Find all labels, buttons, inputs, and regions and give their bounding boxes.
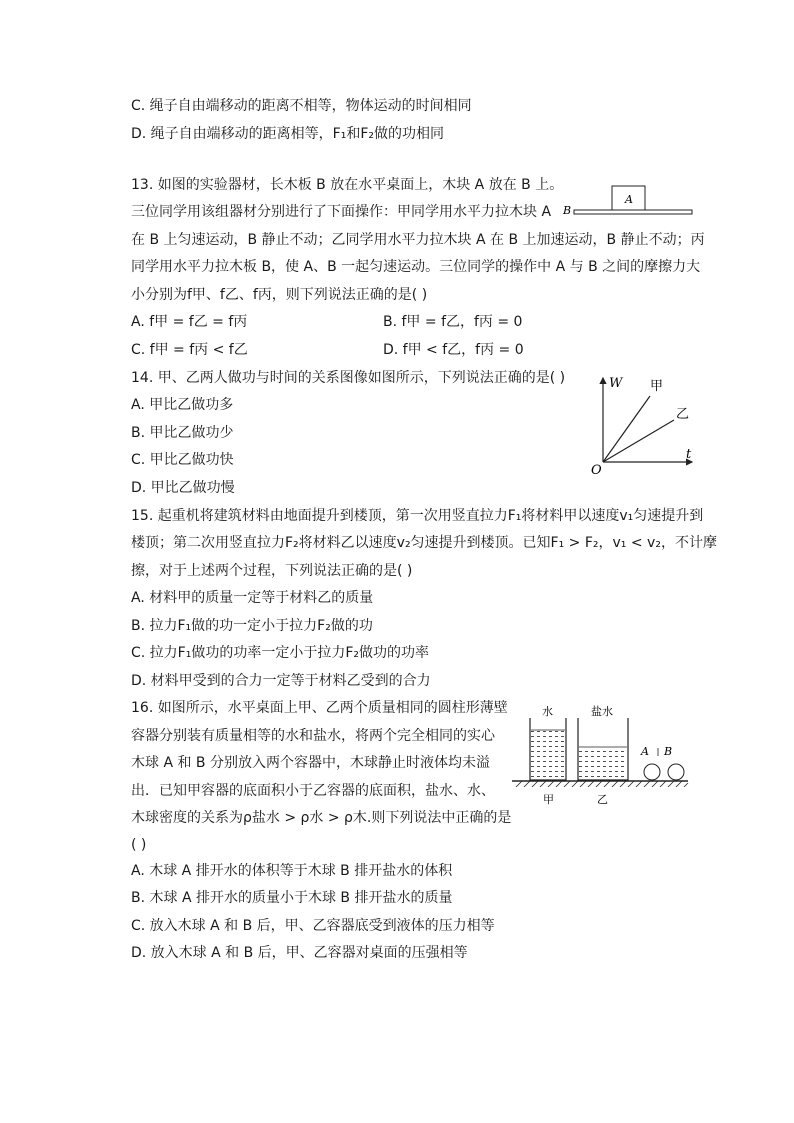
t-axis-label: t: [686, 447, 692, 462]
q13-board-b-label: B: [563, 204, 572, 217]
q15-option-d: D. 材料甲受到的合力一定等于材料乙受到的合力: [131, 673, 431, 689]
ball-a-label: A: [641, 745, 649, 758]
q14-option-a: A. 甲比乙做功多: [131, 397, 234, 413]
q16-option-d: D. 放入木球 A 和 B 后，甲、乙容器对桌面的压强相等: [131, 945, 468, 961]
water-liquid: [531, 730, 565, 780]
q16-stem-line5: 木球密度的关系为ρ盐水 > ρ水 > ρ木.则下列说法中正确的是: [131, 810, 512, 826]
q16-stem-line2: 容器分别装有质量相等的水和盐水，将两个完全相同的实心: [131, 728, 495, 744]
ball-a: [644, 764, 660, 780]
q13-option-a: A. f甲 = f乙 = f丙: [131, 314, 248, 330]
origin-label: O: [591, 463, 602, 478]
q16-stem-line6: ( ): [131, 837, 147, 853]
jia-label: 甲: [650, 379, 664, 394]
q14-stem: 14. 甲、乙两人做功与时间的关系图像如图所示，下列说法正确的是( ): [131, 370, 566, 386]
q14-option-b: B. 甲比乙做功少: [131, 425, 234, 441]
q13-option-c: C. f甲 = f丙 < f乙: [131, 342, 248, 358]
q13-stem-line1: 13. 如图的实验器材，长木板 B 放在水平桌面上，木块 A 放在 B 上。: [131, 177, 564, 193]
q12-option-c: C. 绳子自由端移动的距离不相等，物体运动的时间相同: [131, 98, 472, 114]
ball-b-label: B: [664, 745, 673, 758]
q13-stem-line2: 三位同学用该组器材分别进行了下面操作：甲同学用水平力拉木块 A: [131, 204, 552, 220]
q12-option-d: D. 绳子自由端移动的距离相等，F₁和F₂做的功相同: [131, 126, 445, 142]
q15-stem-line2: 楼顶；第二次用竖直拉力F₂将材料乙以速度v₂匀速提升到楼顶。已知F₁ > F₂，v₁ < v₂，不计摩: [131, 535, 717, 551]
ball-b: [668, 764, 684, 780]
q16-stem-line3: 木球 A 和 B 分别放入两个容器中，木球静止时液体均未溢: [131, 755, 490, 771]
q16-containers-figure: [506, 704, 692, 808]
w-axis-label: W: [609, 376, 623, 391]
water-label: 水: [542, 705, 553, 718]
q15-stem-line3: 擦，对于上述两个过程，下列说法正确的是( ): [131, 563, 413, 579]
q13-stem-line5: 小分别为f甲、f乙、f丙，则下列说法正确的是( ): [131, 287, 428, 303]
table-hatching: [516, 781, 688, 787]
line-yi: [603, 420, 674, 462]
container-yi-label: 乙: [597, 793, 608, 806]
q14-option-c: C. 甲比乙做功快: [131, 452, 234, 468]
q16-option-c: C. 放入木球 A 和 B 后，甲、乙容器底受到液体的压力相等: [131, 918, 495, 934]
q13-option-b: B. f甲 = f乙，f丙 = 0: [383, 314, 523, 330]
yi-label: 乙: [676, 407, 690, 422]
q13-stem-line4: 同学用水平力拉木板 B，使 A、B 一起匀速运动。三位同学的操作中 A 与 B 之间的摩擦力大: [131, 259, 701, 275]
q15-option-c: C. 拉力F₁做功的功率一定小于拉力F₂做功的功率: [131, 645, 430, 661]
q16-option-b: B. 木球 A 排开水的质量小于木球 B 排开盐水的质量: [131, 890, 453, 906]
q16-stem-line4: 出．已知甲容器的底面积小于乙容器的底面积，盐水、水、: [131, 783, 495, 799]
q13-stem-line3: 在 B 上匀速运动，B 静止不动；乙同学用水平力拉木块 A 在 B 上加速运动，B 静止不动；丙: [131, 232, 705, 248]
q15-stem-line1: 15. 起重机将建筑材料由地面提升到楼顶，第一次用竖直拉力F₁将材料甲以速度v₁匀速提升到: [131, 508, 704, 524]
q16-option-a: A. 木球 A 排开水的体积等于木球 B 排开盐水的体积: [131, 863, 453, 879]
brine-label: 盐水: [591, 705, 613, 718]
brine-liquid: [579, 747, 627, 780]
container-jia-label: 甲: [543, 793, 554, 806]
q16-stem-line1: 16. 如图所示，水平桌面上甲、乙两个质量相同的圆柱形薄壁: [131, 700, 508, 716]
q14-option-d: D. 甲比乙做功慢: [131, 480, 235, 496]
q13-option-d: D. f甲 < f乙，f丙 = 0: [383, 342, 524, 358]
q14-work-time-graph: [588, 370, 700, 478]
q15-option-b: B. 拉力F₁做的功一定小于拉力F₂做的功: [131, 618, 373, 634]
line-jia: [603, 396, 650, 462]
q15-option-a: A. 材料甲的质量一定等于材料乙的质量: [131, 590, 374, 606]
q13-block-a-label: A: [625, 193, 633, 206]
q13-board-block-figure: [560, 182, 695, 220]
